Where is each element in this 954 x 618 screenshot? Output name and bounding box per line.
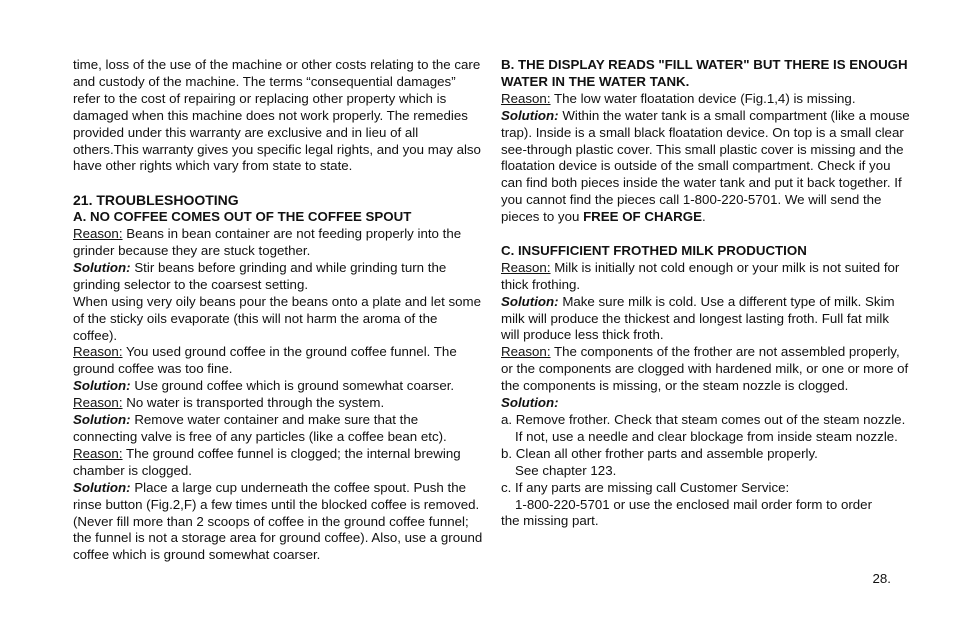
warranty-paragraph: time, loss of the use of the machine or other costs relating to the care and custody of the machine. The terms “consequential damages” refer to the cost of repairing or replacing other property which is damaged when this machine does not work properly. The remedies provided under this warranty are exclusive and in lieu of all others.This warranty gives you specific legal rights, and you may also have other rights which vary from state to state.	[73, 57, 481, 174]
solution-text: Use ground coffee which is ground somewhat coarser.	[134, 378, 455, 394]
reason-paragraph	[73, 446, 483, 480]
step-c-end: the missing part.	[501, 513, 599, 529]
reason-paragraph	[73, 395, 483, 412]
reason-label: Reason:	[73, 395, 123, 411]
reason-text: You used ground coffee in the ground coffee funnel. The ground coffee was too fine.	[73, 344, 457, 377]
solution-paragraph	[501, 294, 911, 345]
step-c-detail: 1-800-220-5701 or use the enclosed mail order form to order	[515, 496, 872, 512]
solution-label: Solution:	[73, 259, 131, 275]
solution-label: Solution:	[501, 395, 559, 411]
solution-text: Make sure milk is cold. Use a different type of milk. Skim milk will produce the thickest and longest lasting froth. Full fat milk will produce less thick froth.	[501, 293, 895, 343]
reason-text: The low water floatation device (Fig.1,4) is missing.	[554, 90, 856, 106]
right-column	[501, 57, 911, 530]
solution-label: Solution:	[73, 378, 131, 394]
period: .	[702, 209, 706, 225]
solution-paragraph	[73, 412, 483, 446]
solution-label: Solution:	[501, 107, 559, 123]
solution-text: Within the water tank is a small compartment (like a mouse trap). Inside is a small black floatation device. On top is a small clear see-through plastic cover. This small plastic cover is missing and the floatation device is outside of the small compartment. Check if you can find both pieces inside the water tank and put it back together. If you cannot find the pieces call 1-800-220-5701. We will send the pieces to you	[501, 107, 910, 225]
solution-text: Place a large cup underneath the coffee spout. Push the rinse button (Fig.2,F) a few times until the blocked coffee is removed. (Never fill more than 2 scoops of coffee in the ground coffee funnel; the funnel is not a storage area for ground coffee). Also, use a ground coffee which is ground somewhat coarser.	[73, 479, 483, 563]
reason-label: Reason:	[73, 344, 123, 360]
solution-paragraph	[501, 108, 911, 226]
spacer	[501, 226, 911, 243]
solution-paragraph	[73, 260, 483, 294]
reason-paragraph	[501, 344, 911, 395]
subsection-b-title: B. THE DISPLAY READS "FILL WATER" BUT THERE IS ENOUGH WATER IN THE WATER TANK.	[501, 57, 908, 89]
reason-paragraph	[73, 344, 483, 378]
reason-text: Milk is initially not cold enough or your milk is not suited for thick frothing.	[501, 259, 900, 292]
step-a: a. Remove frother. Check that steam comes out of the steam nozzle. If not, use a needle and clear blockage from inside steam nozzle.	[501, 412, 906, 444]
reason-label: Reason:	[501, 259, 551, 275]
section-title: 21. TROUBLESHOOTING	[73, 192, 239, 209]
reason-text: The ground coffee funnel is clogged; the internal brewing chamber is clogged.	[73, 445, 461, 478]
reason-label: Reason:	[501, 344, 551, 360]
page-number: 28.	[872, 571, 891, 586]
solution-label: Solution:	[73, 412, 131, 428]
step-b-detail: See chapter 123.	[515, 462, 617, 478]
spacer	[73, 175, 483, 192]
solution-label: Solution:	[501, 293, 559, 309]
solution-paragraph	[73, 480, 483, 565]
subsection-c-title: C. INSUFFICIENT FROTHED MILK PRODUCTION	[501, 242, 807, 258]
reason-label: Reason:	[73, 226, 123, 242]
reason-text: Beans in bean container are not feeding properly into the grinder because they are stuck together.	[73, 226, 462, 259]
reason-text: No water is transported through the system.	[126, 395, 385, 411]
reason-paragraph	[501, 91, 911, 108]
note-paragraph: When using very oily beans pour the beans onto a plate and let some of the sticky oils evaporate (this will not harm the aroma of the coffee).	[73, 293, 482, 343]
reason-text: The components of the frother are not assembled properly, or the components are clogged with hardened milk, or one or more of the components is missing, or the steam nozzle is clogged.	[501, 344, 909, 394]
solution-paragraph	[73, 378, 483, 395]
step-c: c. If any parts are missing call Customer Service:	[501, 479, 790, 495]
solution-text: Stir beans before grinding and while grinding turn the grinding selector to the coarsest setting.	[73, 259, 447, 292]
free-of-charge-text: FREE OF CHARGE	[583, 209, 703, 225]
reason-label: Reason:	[73, 445, 123, 461]
reason-label: Reason:	[501, 90, 551, 106]
step-b: b. Clean all other frother parts and assemble properly.	[501, 445, 818, 461]
reason-paragraph	[73, 226, 483, 260]
left-column	[73, 57, 483, 564]
solution-text: Remove water container and make sure that the connecting valve is free of any particles (like a coffee bean etc).	[73, 412, 447, 445]
solution-label: Solution:	[73, 479, 131, 495]
reason-paragraph	[501, 260, 911, 294]
subsection-a-title: A. NO COFFEE COMES OUT OF THE COFFEE SPOUT	[73, 209, 412, 225]
